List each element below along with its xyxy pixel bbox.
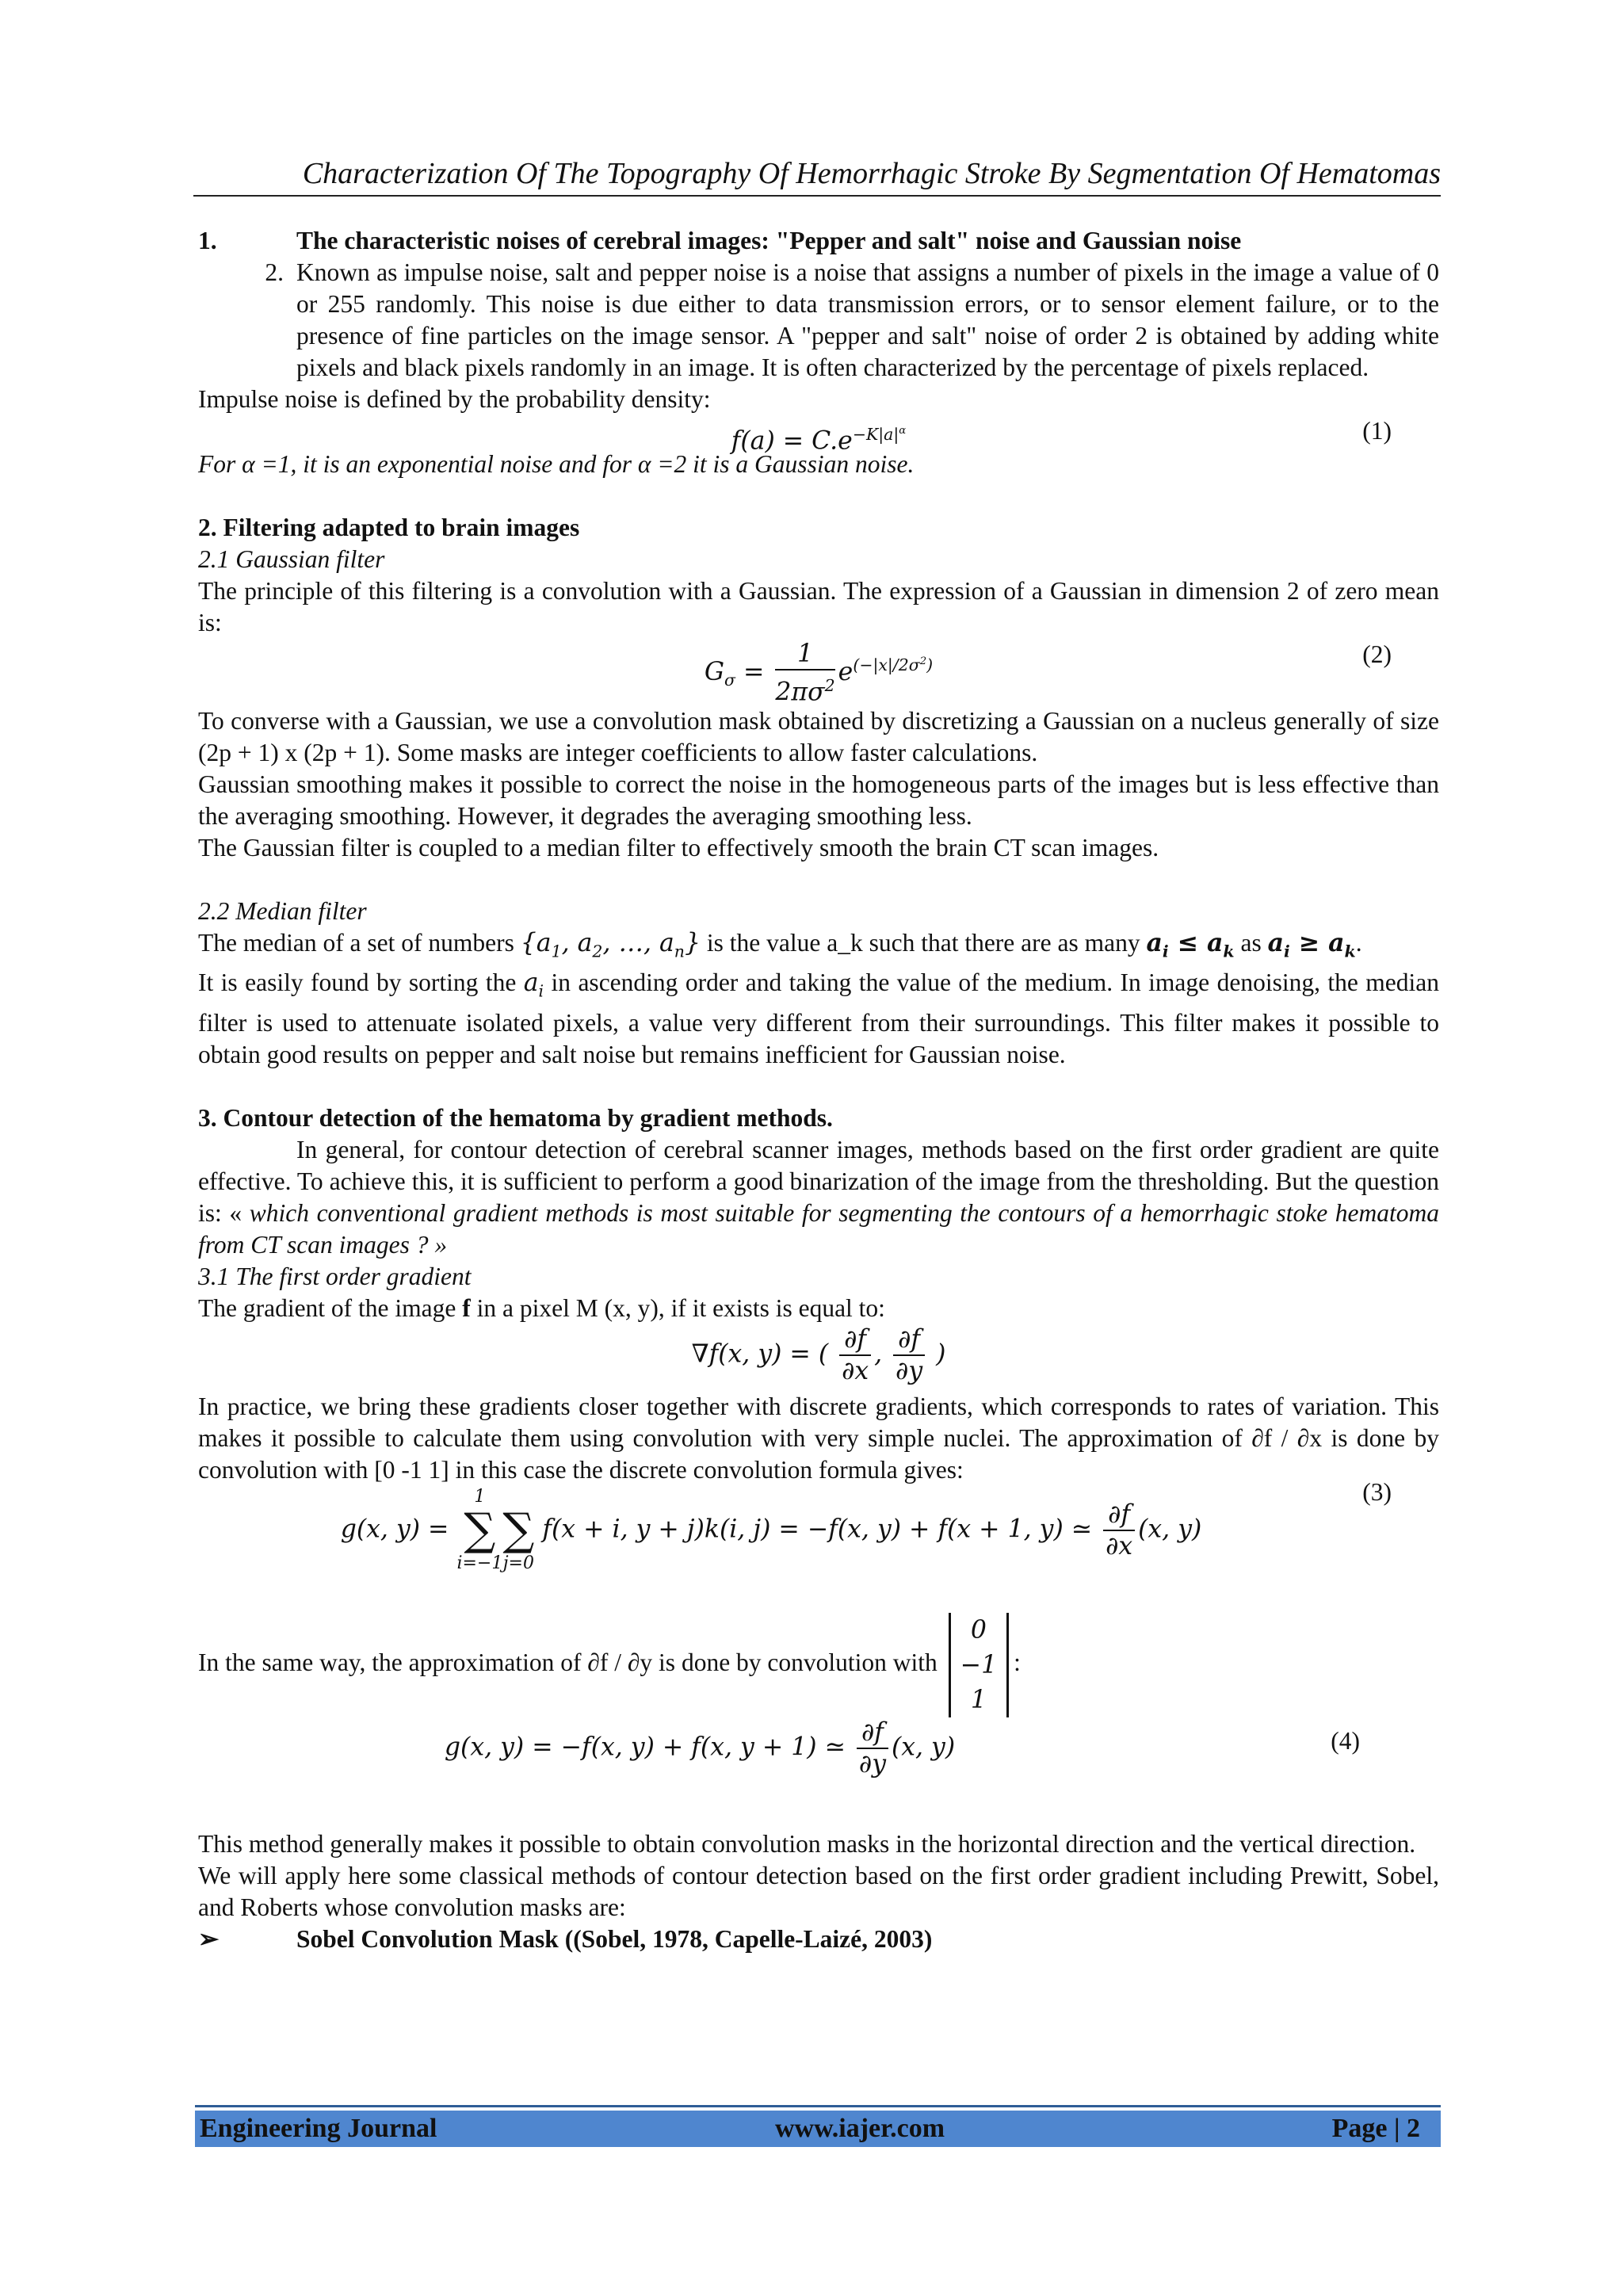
median-ineq-2: $a_i \ge a_k$ [1267, 928, 1356, 961]
section-1-heading [198, 225, 1439, 257]
sobel-bullet-text: Sobel Convolution Mask ((Sobel, 1978, Capelle-Laizé, 2003) [296, 1924, 933, 1953]
gaussian-paragraph-3: Gaussian smoothing makes it possible to correct the noise in the homogeneous parts of the images but is less effective than the averaging smoothing. However, it degrades the averaging smoothing less. [198, 770, 1439, 830]
median-ai: $a_i$ [523, 968, 544, 1001]
alpha-note: For α =1, it is an exponential noise and for α =2 it is a Gaussian noise. [198, 450, 915, 478]
discrete-paragraph: In practice, we bring these gradients closer together with discrete gradients, which corresponds to rates of variation. This makes it possible to calculate them using convolution with very simple nuclei. The approximation of ∂f / ∂x is done by convolution with [0 -1 1] in this case the discrete convolution formula gives: [198, 1392, 1439, 1484]
median-paragraph-1: The median of a set of numbers {$a_1$, $a_2$, …, $a_n$} is the value a_k such that there are as many $a_i \le a_k$ as $a_i \ge a_k$. [198, 928, 1362, 961]
gaussian-paragraph-4: The Gaussian filter is coupled to a median filter to effectively smooth the brain CT scan images. [198, 834, 1159, 861]
equation-2 [198, 639, 1439, 705]
contour-question: which conventional gradient methods is most suitable for segmenting the contours of a hemorrhagic stoke hematoma from CT scan images ? » [198, 1198, 1440, 1259]
section-2-1-title: 2.1 Gaussian filter [198, 545, 385, 573]
gaussian-paragraph-1: The principle of this filtering is a convolution with a Gaussian. The expression of a Gaussian in dimension 2 of zero mean is: [198, 577, 1439, 636]
dy-kernel-matrix: 0 −1 1 [949, 1613, 1009, 1717]
footer-journal: Engineering Journal [200, 2114, 437, 2143]
equation-2-formula: $G_\sigma$ = $\frac{1}{2\pi\sigma^2}$ $e^{(-|x|/2\sigma^2)}$ [704, 640, 934, 707]
footer-site: www.iajer.com [775, 2114, 945, 2143]
equation-4-formula: g(x, y) = −f(x, y) + f(x, y + 1) ≃ $\frac{\partial f}{\partial y}$ (x, y) [444, 1717, 956, 1778]
equation-4-label: (4) [1331, 1726, 1360, 1755]
dy-text: In the same way, the approximation of ∂f / ∂y is done by convolution with [198, 1648, 938, 1676]
footer-rule [195, 2105, 1441, 2107]
page-body [198, 225, 1439, 1955]
contour-text-a: In general, for contour detection of cerebral scanner images, methods based on the first order gradient are quite effective. To achieve this, it is sufficient to perform a good binarization of the image from the thresholding. But the question is: « [198, 1135, 1439, 1227]
equation-2-label: (2) [1362, 640, 1392, 668]
gaussian-paragraph-2: To converse with a Gaussian, we use a convolution mask obtained by discretizing a Gaussian on a nucleus generally of size (2p + 1) x (2p + 1). Some masks are integer coefficients to allow faster calculations. [198, 707, 1439, 766]
header-rule [193, 195, 1441, 197]
gradient-equation [198, 1324, 1439, 1391]
equation-1 [198, 415, 1439, 456]
gradient-f: f [462, 1293, 471, 1322]
running-title: Characterization Of The Topography Of Hemorrhagic Stroke By Segmentation Of Hematomas [302, 157, 1441, 190]
section-1-item-text: Known as impulse noise, salt and pepper noise is a noise that assigns a number of pixels in the image a value of 0 or 255 randomly. This noise is due either to data transmission errors, or to sensor element failure, or to the presence of fine particles on the image sensor. A "pepper and salt" noise of order 2 is obtained by adding white pixels and black pixels randomly in an image. It is often characterized by the percentage of pixels replaced. [296, 258, 1439, 381]
median-ineq-1: $a_i \le a_k$ [1146, 928, 1235, 961]
median-set: {$a_1$, $a_2$, …, $a_n$} [520, 929, 701, 961]
median-paragraph-2 [198, 967, 1439, 1070]
equation-4 [198, 1717, 1439, 1797]
impulse-intro: Impulse noise is defined by the probability density: [198, 385, 711, 413]
section-3-1-title: 3.1 The first order gradient [198, 1262, 472, 1290]
median-text-c: as [1240, 929, 1262, 957]
section-1-item-number: 2. [265, 258, 284, 286]
methods-paragraph: We will apply here some classical methods of contour detection based on the first order gradient including Prewitt, Sobel, and Roberts whose convolution masks are: [198, 1861, 1439, 1921]
footer-page: Page | 2 [1331, 2114, 1420, 2143]
section-2-title: 2. Filtering adapted to brain images [198, 514, 580, 541]
gradient-intro [198, 1293, 1439, 1324]
median-text-d: It is easily found by sorting the [198, 968, 517, 997]
section-1-item [198, 257, 1439, 384]
masks-paragraph: This method generally makes it possible to obtain convolution masks in the horizontal direction and the vertical direction. [198, 1829, 1416, 1858]
dy-paragraph: In the same way, the approximation of ∂f / ∂y is done by convolution with 0 −1 1 : [198, 1613, 1439, 1717]
equation-3 [198, 1477, 1439, 1581]
gradient-text-b: in a pixel M (x, y), if it exists is equal to: [476, 1293, 885, 1322]
sobel-bullet [198, 1924, 1439, 1955]
median-text-a: The median of a set of numbers [198, 929, 514, 957]
gradient-formula: ∇f(x, y) = ( $\frac{\partial f}{\partial x}$ , $\frac{\partial f}{\partial y}$ ) [691, 1324, 946, 1385]
equation-1-label: (1) [1362, 417, 1392, 445]
section-2-2-title: 2.2 Median filter [198, 897, 367, 925]
equation-3-formula: g(x, y) = 1 ∑ i=−1 ∑ j=0 f(x + i, y + j)k(i, j) = −f(x, y) + f(x + 1, y) ≃ $\frac{\partial f}{\partial x}$ (x, y) [340, 1486, 1202, 1573]
section-1-number: 1. [198, 227, 217, 254]
contour-paragraph-1 [198, 1134, 1439, 1261]
page-footer [195, 2111, 1441, 2147]
section-3-title: 3. Contour detection of the hematoma by gradient methods. [198, 1103, 833, 1132]
arrow-bullet-icon: ➢ [198, 1924, 220, 1953]
equation-3-label: (3) [1362, 1477, 1392, 1506]
gradient-text-a: The gradient of the image [198, 1293, 456, 1322]
equation-1-formula: $f(a) = C.e^{-K|a|^\alpha}$ [731, 424, 907, 456]
section-1-title: The characteristic noises of cerebral images: "Pepper and salt" noise and Gaussian noise [296, 227, 1242, 254]
median-text-b: is the value a_k such that there are as many [706, 929, 1140, 957]
median-text-e: in ascending order and taking the value of the medium. In image denoising, the median filter is used to attenuate isolated pixels, a value very different from their surroundings. This filter makes it possible to obtain good results on pepper and salt noise but remains inefficient for Gaussian noise. [198, 968, 1440, 1068]
